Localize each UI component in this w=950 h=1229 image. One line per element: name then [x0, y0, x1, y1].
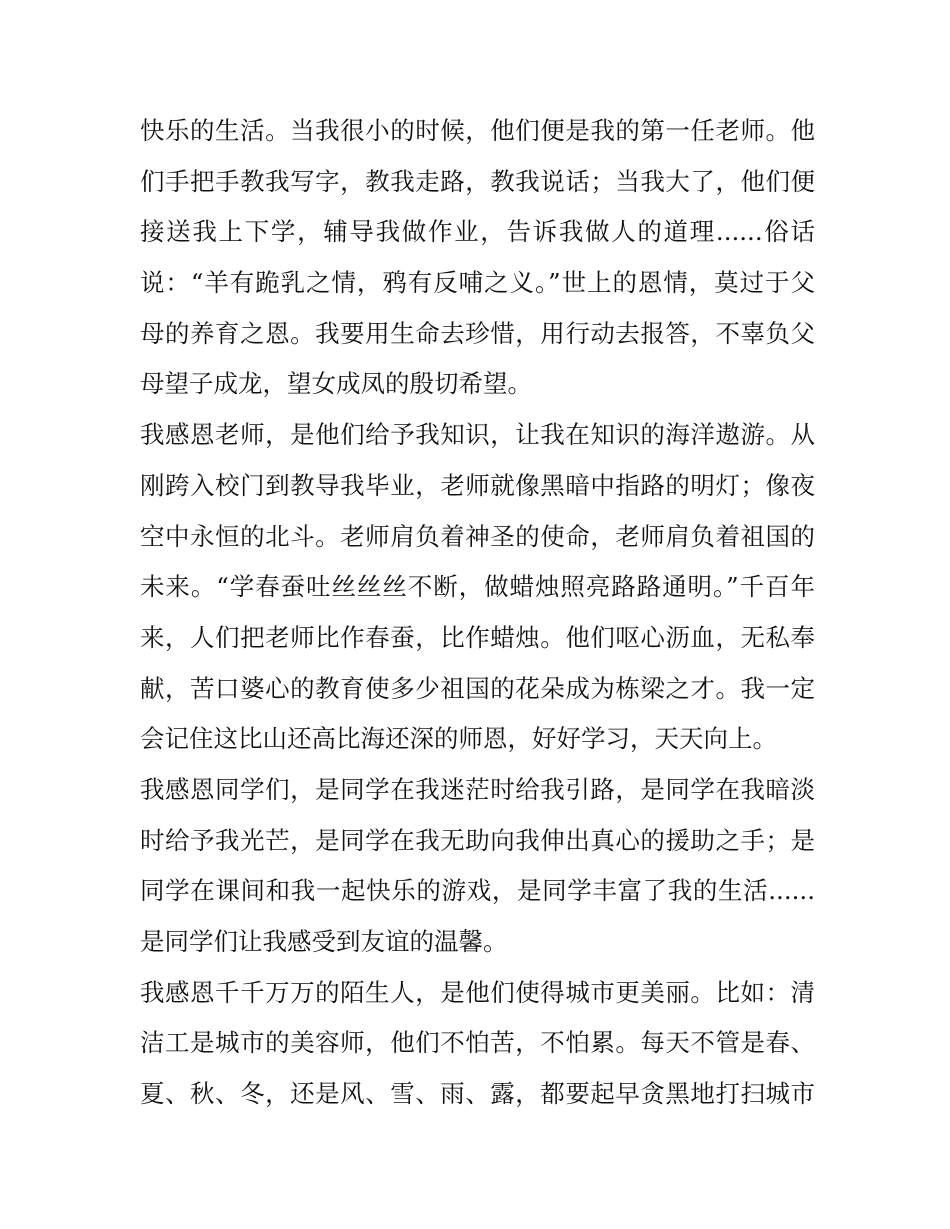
paragraph-strangers: [140, 968, 815, 1120]
text-line: 接送我上下学，辅导我做作业，告诉我做人的道理......俗话: [140, 217, 815, 247]
text-line: 我感恩老师，是他们给予我知识，让我在知识的海洋遨游。从: [140, 420, 815, 450]
text-line: 我感恩千千万万的陌生人，是他们使得城市更美丽。比如：清: [140, 977, 815, 1007]
text-line: 未来。“学春蚕吐丝丝丝不断，做蜡烛照亮路路通明。”千百年: [140, 572, 815, 602]
paragraph-classmates: [140, 765, 815, 968]
text-line: 快乐的生活。当我很小的时候，他们便是我的第一任老师。他: [140, 116, 815, 145]
text-line: 献，苦口婆心的教育使多少祖国的花朵成为栋梁之才。我一定: [140, 673, 815, 703]
text-line: 会记住这比山还高比海还深的师恩，好好学习，天天向上。: [140, 724, 777, 754]
text-line: 时给予我光芒，是同学在我无助向我伸出真心的援助之手；是: [140, 825, 815, 855]
document-body: [140, 106, 815, 1120]
text-line: 我感恩同学们，是同学在我迷茫时给我引路，是同学在我暗淡: [140, 774, 815, 804]
text-line: 洁工是城市的美容师，他们不怕苦，不怕累。每天不管是春、: [140, 1028, 815, 1058]
text-line: 刚跨入校门到教导我毕业，老师就像黑暗中指路的明灯；像夜: [140, 470, 815, 500]
text-line: 夏、秋、冬，还是风、雪、雨、露，都要起早贪黑地打扫城市: [140, 1079, 815, 1109]
text-line: 说：“羊有跪乳之情，鸦有反哺之义。”世上的恩情，莫过于父: [140, 268, 815, 298]
paragraph-parents: [140, 106, 815, 410]
paragraph-teachers: [140, 410, 815, 765]
text-line: 母望子成龙，望女成凤的殷切希望。: [140, 369, 532, 399]
text-line: 来，人们把老师比作春蚕，比作蜡烛。他们呕心沥血，无私奉: [140, 622, 815, 652]
text-line: 们手把手教我写字，教我走路，教我说话；当我大了，他们便: [140, 166, 815, 196]
text-line: 母的养育之恩。我要用生命去珍惜，用行动去报答，不辜负父: [140, 318, 815, 348]
text-line: 是同学们让我感受到友谊的温馨。: [140, 927, 508, 956]
text-line: 空中永恒的北斗。老师肩负着神圣的使命，老师肩负着祖国的: [140, 521, 815, 551]
text-line: 同学在课间和我一起快乐的游戏，是同学丰富了我的生活......: [140, 876, 815, 906]
